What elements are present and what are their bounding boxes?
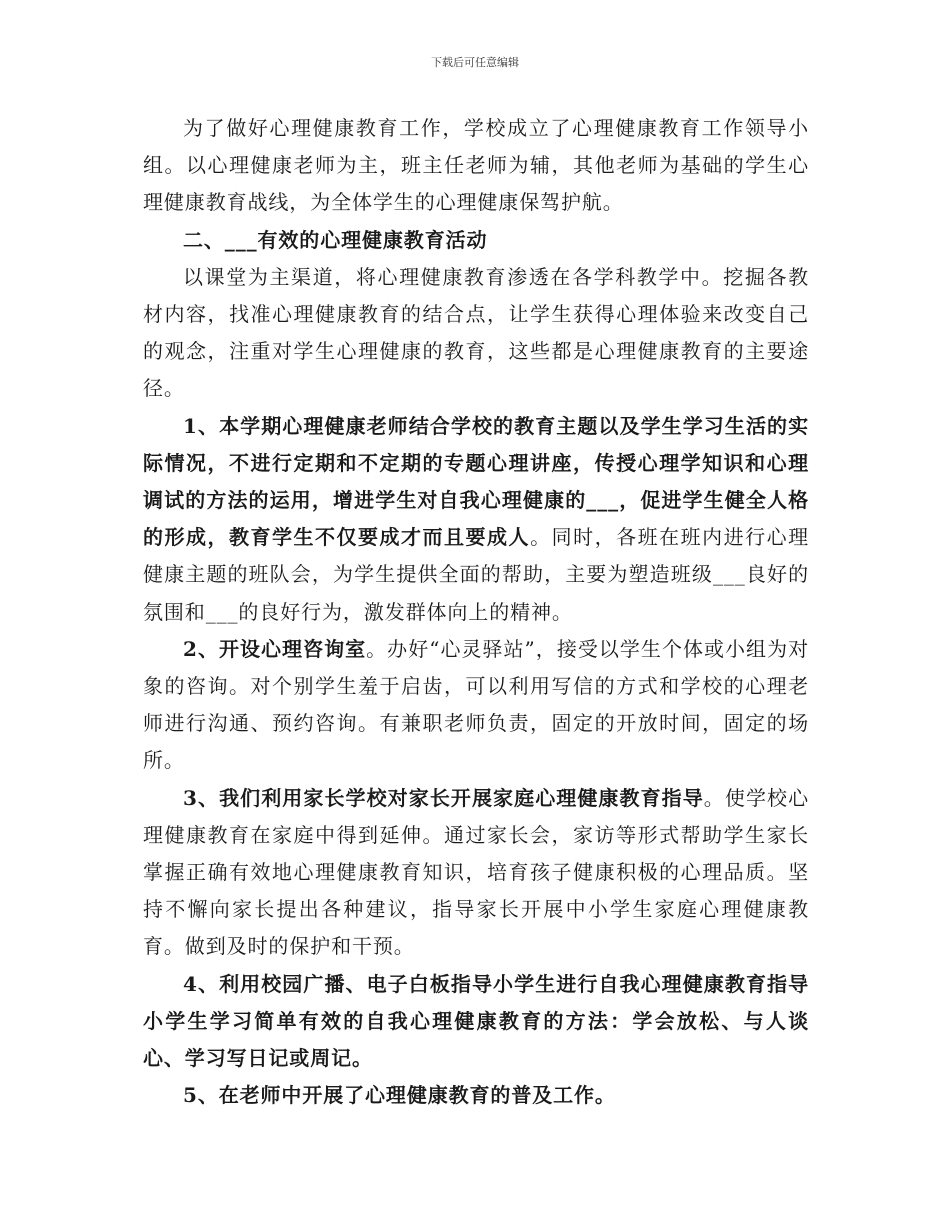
list-item-5 bbox=[143, 1077, 809, 1114]
list-item-3 bbox=[143, 780, 809, 966]
page-header-note: 下载后可任意编辑 bbox=[431, 56, 519, 69]
list-item-5-bold: 5、在老师中开展了心理健康教育的普及工作。 bbox=[183, 1083, 616, 1108]
list-item-1-bold: 1、本学期心理健康老师结合学校的教育主题以及学生学习生活的实际情况，不进行定期和不定期的专题心理讲座，传授心理学知识和心理调试的方法的运用，增进学生对自我心理健康的___，促进学生健全人格的形成，教育学生不仅要成才而且要成人 bbox=[143, 413, 809, 550]
list-item-3-bold: 3、我们利用家长学校对家长开展家庭心理健康教育指导 bbox=[183, 785, 704, 810]
list-item-2-bold: 2、开设心理咨询室 bbox=[183, 636, 367, 661]
list-item-2-rest: 。办好“心灵驿站”，接受以学生个体或小组为对象的咨询。对个别学生羞于启齿，可以利用写信的方式和学校的心理老师进行沟通、预约咨询。有兼职老师负责，固定的开放时间，固定的场所。 bbox=[143, 636, 809, 773]
list-item-4-bold: 4、利用校园广播、电子白板指导小学生进行自我心理健康教育指导小学生学习简单有效的自我心理健康教育的方法：学会放松、与人谈心、学习写日记或周记。 bbox=[143, 971, 809, 1071]
document-body bbox=[143, 110, 809, 1114]
section-heading-activities: 二、___有效的心理健康教育活动 bbox=[183, 227, 488, 252]
list-item-2 bbox=[143, 631, 809, 780]
paragraph-classroom-channel: 以课堂为主渠道，将心理健康教育渗透在各学科教学中。挖掘各教材内容，找准心理健康教育的结合点，让学生获得心理体验来改变自己的观念，注重对学生心理健康的教育，这些都是心理健康教育的主要途径。 bbox=[143, 264, 809, 401]
list-item-3-rest: 。使学校心理健康教育在家庭中得到延伸。通过家长会，家访等形式帮助学生家长掌握正确有效地心理健康教育知识，培育孩子健康积极的心理品质。坚持不懈向家长提出各种建议，指导家长开展中小学生家庭心理健康教育。做到及时的保护和干预。 bbox=[143, 785, 809, 959]
list-item-1 bbox=[143, 408, 809, 631]
paragraph-leadership-group: 为了做好心理健康教育工作，学校成立了心理健康教育工作领导小组。以心理健康老师为主，班主任老师为辅，其他老师为基础的学生心理健康教育战线，为全体学生的心理健康保驾护航。 bbox=[143, 116, 809, 215]
list-item-1-rest: 。同时，各班在班内进行心理健康主题的班队会，为学生提供全面的帮助，主要为塑造班级___良好的氛围和___的良好行为，激发群体向上的精神。 bbox=[143, 525, 809, 624]
list-item-4 bbox=[143, 966, 809, 1078]
